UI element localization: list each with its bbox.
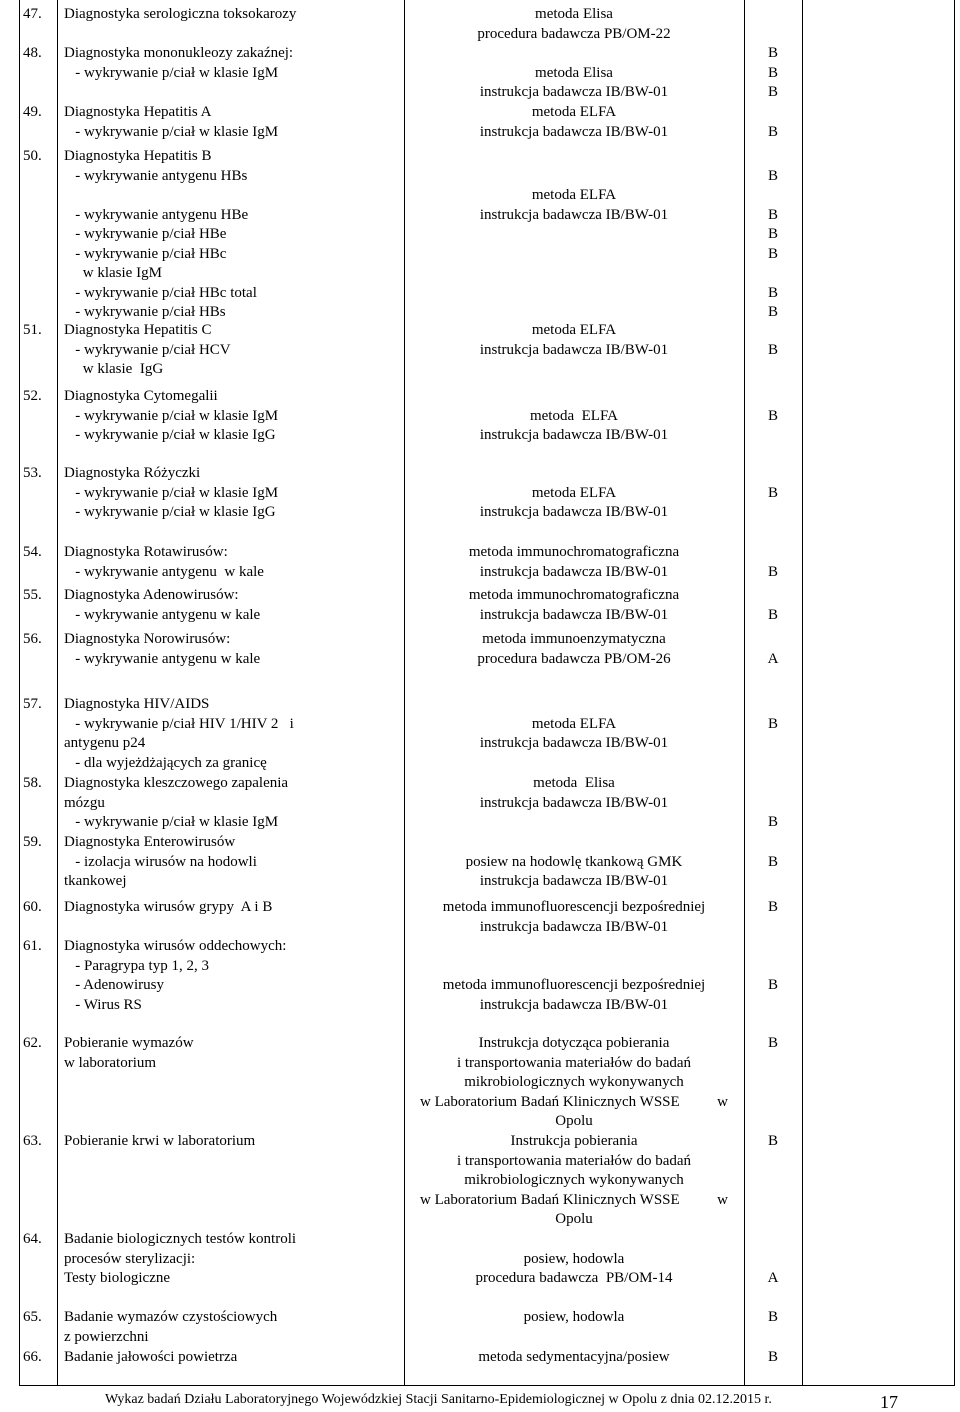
test-description-line: Badanie jałowości powietrza: [64, 1349, 238, 1365]
test-method-line: metoda immunofluorescencji bezpośredniej: [442, 899, 706, 915]
row-number: 51.: [23, 322, 42, 338]
accreditation-group: [746, 321, 800, 360]
test-method-line: [404, 1230, 744, 1250]
test-method-line: [404, 937, 744, 957]
test-method: [404, 937, 744, 1015]
row-number: 52.: [23, 388, 42, 404]
accreditation-group-line: B: [767, 44, 778, 61]
test-method-line: posiew na hodowlę tkankową GMK: [465, 853, 683, 870]
test-method-line: [404, 464, 744, 484]
test-description-line: - Wirus RS: [64, 996, 142, 1013]
test-description: [64, 5, 404, 25]
test-description-line: - wykrywanie p/ciał HBc total: [64, 284, 257, 301]
accreditation-group-line: B: [767, 899, 778, 915]
row-number: 47.: [23, 6, 42, 22]
test-description-line: antygenu p24: [64, 735, 146, 751]
accreditation-group: [746, 44, 800, 103]
test-method-line: metoda immunoenzymatyczna: [482, 631, 666, 647]
accreditation-group-line: [746, 957, 800, 977]
test-method-line: posiew, hodowla: [523, 1250, 625, 1267]
test-description-line: tkankowej: [64, 873, 127, 889]
test-method-line: [404, 44, 744, 64]
row-number: 62.: [23, 1035, 42, 1051]
accreditation-group: [746, 695, 800, 734]
accreditation-group: [746, 147, 800, 323]
test-method-line: metoda immunochromatograficzna: [468, 544, 680, 560]
accreditation-group-line: [746, 464, 800, 484]
accreditation-group-line: B: [767, 484, 778, 501]
test-description-line: - wykrywanie p/ciał w klasie IgG: [64, 427, 276, 443]
test-method: [404, 44, 744, 103]
test-description: [64, 103, 404, 142]
footer-text: Wykaz badań Działu Laboratoryjnego Wojewódzkiej Stacji Sanitarno-Epidemiologicznej w Opolu z dnia 02.12.2015 r.: [105, 1392, 772, 1407]
test-method-line: procedura badawcza PB/OM-14: [475, 1270, 673, 1286]
test-method-line: metoda ELFA: [531, 187, 617, 203]
row-number: 54.: [23, 544, 42, 560]
test-description: [64, 1230, 404, 1289]
test-description: [64, 44, 404, 83]
test-description: [64, 898, 404, 918]
test-description-line: Diagnostyka kleszczowego zapalenia: [64, 775, 289, 791]
test-method-line: metoda Elisa: [535, 6, 613, 22]
accreditation-group: [746, 774, 800, 833]
row-number: 58.: [23, 775, 42, 791]
test-method-line: w Laboratorium Badań Klinicznych WSSE w: [420, 1191, 728, 1208]
test-method-line: instrukcja badawcza IB/BW-01: [479, 206, 669, 223]
accreditation-group-line: B: [767, 407, 778, 424]
test-method: [404, 833, 744, 892]
accreditation-group-line: B: [767, 853, 778, 870]
test-method-line: instrukcja badawcza IB/BW-01: [479, 341, 669, 358]
test-method-line: instrukcja badawcza IB/BW-01: [479, 794, 669, 811]
accreditation-group-line: [746, 794, 800, 814]
test-description-line: - Paragrypa typ 1, 2, 3: [64, 957, 209, 974]
test-description-line: - wykrywanie p/ciał HIV 1/HIV 2 i: [64, 715, 294, 732]
accreditation-group-line: B: [767, 206, 778, 223]
row-number: 59.: [23, 834, 42, 850]
test-method-line: i transportowania materiałów do badań: [456, 1054, 692, 1071]
accreditation-group: [746, 1230, 800, 1289]
test-method-line: i transportowania materiałów do badań: [456, 1152, 692, 1169]
accreditation-group-line: B: [767, 1035, 778, 1051]
test-method-line: metoda immunofluorescencji bezpośredniej: [442, 977, 706, 993]
test-method: [404, 387, 744, 446]
test-method-line: instrukcja badawcza IB/BW-01: [479, 606, 669, 623]
test-description: [64, 1132, 404, 1152]
test-description: [64, 543, 404, 582]
accreditation-group-line: B: [767, 64, 778, 81]
test-description-line: Testy biologiczne: [64, 1270, 171, 1286]
accreditation-group-line: [746, 321, 800, 341]
test-method-line: metoda immunochromatograficzna: [468, 587, 680, 603]
accreditation-group-line: [746, 103, 800, 123]
test-method-line: w Laboratorium Badań Klinicznych WSSE w: [420, 1093, 728, 1110]
test-method: [404, 5, 744, 44]
test-method-line: metoda ELFA: [531, 484, 617, 501]
accreditation-group-line: B: [767, 341, 778, 358]
accreditation-group-line: A: [767, 1270, 779, 1286]
test-method: [404, 1230, 744, 1289]
test-description-line: Diagnostyka Hepatitis B: [64, 148, 212, 164]
test-description-line: - wykrywanie p/ciał w klasie IgG: [64, 504, 276, 520]
accreditation-group: [746, 586, 800, 625]
test-description: [64, 630, 404, 669]
accreditation-group-line: B: [767, 814, 778, 830]
test-description-line: - izolacja wirusów na hodowli: [64, 853, 257, 870]
accreditation-group-line: B: [767, 167, 778, 184]
test-method-line: metoda ELFA: [531, 104, 617, 120]
test-method-line: procedura badawcza PB/OM-22: [477, 25, 671, 42]
accreditation-group-line: [746, 1250, 800, 1270]
test-method-line: [404, 695, 744, 715]
method-column-divider: [744, 0, 745, 1385]
test-description-line: Diagnostyka Cytomegalii: [64, 388, 218, 404]
test-method-line: instrukcja badawcza IB/BW-01: [479, 427, 669, 443]
test-method: [404, 1132, 744, 1230]
test-method-line: instrukcja badawcza IB/BW-01: [479, 996, 669, 1013]
test-description-line: - wykrywanie p/ciał HCV: [64, 341, 231, 358]
test-description-line: Diagnostyka Enterowirusów: [64, 834, 236, 850]
test-description: [64, 147, 404, 323]
test-description: [64, 387, 404, 446]
test-description-line: w klasie IgG: [64, 361, 164, 377]
number-column-divider: [57, 0, 58, 1385]
test-description-line: - wykrywanie antygenu w kale: [64, 606, 261, 623]
test-description-line: Diagnostyka Hepatitis C: [64, 322, 212, 338]
row-number: 65.: [23, 1309, 42, 1325]
row-number: 53.: [23, 465, 42, 481]
test-description-line: - wykrywanie p/ciał w klasie IgM: [64, 64, 279, 81]
test-description-line: - Adenowirusy: [64, 977, 164, 993]
accreditation-group-line: [746, 833, 800, 853]
accreditation-group-line: [746, 774, 800, 794]
test-description-line: Diagnostyka mononukleozy zakaźnej:: [64, 45, 294, 61]
accreditation-group-line: [746, 695, 800, 715]
accreditation-group: [746, 1034, 800, 1054]
test-description: [64, 321, 404, 380]
test-method-line: [404, 167, 744, 187]
accreditation-group-line: B: [767, 284, 778, 301]
test-description-line: - dla wyjeżdżających za granicę: [64, 754, 267, 771]
row-number: 56.: [23, 631, 42, 647]
test-method: [404, 898, 744, 937]
table-left-border: [19, 0, 20, 1385]
test-method: [404, 464, 744, 523]
test-description-line: Diagnostyka Różyczki: [64, 465, 201, 481]
accreditation-group-line: [746, 147, 800, 167]
test-description-line: w klasie IgM: [64, 265, 162, 281]
test-description-line: - wykrywanie p/ciał w klasie IgM: [64, 123, 279, 140]
table-right-border: [954, 0, 955, 1385]
test-description: [64, 1308, 404, 1347]
test-description-line: - wykrywanie p/ciał HBe: [64, 226, 227, 242]
table-bottom-border: [19, 1385, 955, 1386]
test-description-line: Diagnostyka Norowirusów:: [64, 631, 231, 647]
accreditation-group: [746, 387, 800, 426]
test-method-line: instrukcja badawcza IB/BW-01: [479, 504, 669, 520]
test-description-line: - wykrywanie p/ciał HBc: [64, 245, 227, 262]
test-description-line: Diagnostyka Adenowirusów:: [64, 587, 239, 603]
test-description-line: - wykrywanie antygenu HBs: [64, 167, 248, 184]
group-column-divider: [802, 0, 803, 1385]
test-method-line: Opolu: [555, 1211, 593, 1227]
accreditation-group: [746, 464, 800, 503]
test-method-line: [404, 833, 744, 853]
test-method: [404, 147, 744, 225]
test-description-line: - wykrywanie antygenu w kale: [64, 650, 261, 667]
test-description-line: - wykrywanie antygenu w kale: [64, 563, 264, 580]
test-method: [404, 774, 744, 813]
accreditation-group-line: B: [767, 123, 778, 140]
test-description-line: - wykrywanie p/ciał w klasie IgM: [64, 814, 279, 830]
accreditation-group-line: [746, 24, 800, 44]
test-method-line: [404, 957, 744, 977]
accreditation-group-line: [746, 387, 800, 407]
test-description-line: - wykrywanie antygenu HBe: [64, 206, 249, 223]
test-method-line: instrukcja badawcza IB/BW-01: [479, 873, 669, 889]
test-method-line: metoda Elisa: [533, 775, 615, 791]
test-description-line: Diagnostyka wirusów oddechowych:: [64, 938, 287, 954]
test-description-line: Diagnostyka serologiczna toksokarozy: [64, 6, 297, 22]
test-description-line: [64, 186, 404, 206]
row-number: 64.: [23, 1231, 42, 1247]
accreditation-group-line: B: [767, 1133, 778, 1149]
test-description-line: Badanie biologicznych testów kontroli: [64, 1231, 297, 1247]
test-method-line: [404, 387, 744, 407]
accreditation-group: [746, 937, 800, 996]
accreditation-group-line: B: [767, 1309, 778, 1325]
test-description-line: - wykrywanie p/ciał w klasie IgM: [64, 407, 279, 424]
accreditation-group-line: [746, 630, 800, 650]
test-method: [404, 695, 744, 754]
test-method: [404, 103, 744, 142]
test-method: [404, 586, 744, 625]
accreditation-group-line: A: [767, 650, 779, 667]
row-number: 63.: [23, 1133, 42, 1149]
test-description-line: Diagnostyka Rotawirusów:: [64, 544, 228, 560]
accreditation-group: [746, 898, 800, 918]
accreditation-group-line: B: [767, 226, 778, 242]
row-number: 61.: [23, 938, 42, 954]
test-description-line: Diagnostyka Hepatitis A: [64, 104, 212, 120]
test-description-line: procesów sterylizacji:: [64, 1250, 196, 1267]
accreditation-group-line: [746, 937, 800, 957]
test-method: [404, 1348, 744, 1368]
test-description-line: Diagnostyka HIV/AIDS: [64, 696, 210, 712]
test-method-line: instrukcja badawcza IB/BW-01: [479, 563, 669, 580]
page-number: 17: [880, 1392, 898, 1412]
row-number: 57.: [23, 696, 42, 712]
test-method-line: Instrukcja dotycząca pobierania: [478, 1035, 670, 1051]
accreditation-group-line: B: [767, 84, 778, 100]
test-method-line: instrukcja badawcza IB/BW-01: [479, 918, 669, 935]
accreditation-group-line: [746, 44, 800, 64]
accreditation-group: [746, 833, 800, 872]
row-number: 48.: [23, 45, 42, 61]
test-description-line: Pobieranie krwi w laboratorium: [64, 1133, 256, 1149]
test-method-line: metoda sedymentacyjna/posiew: [478, 1349, 670, 1365]
test-method-line: metoda ELFA: [529, 407, 619, 424]
test-method-line: [404, 147, 744, 167]
accreditation-group-line: B: [767, 304, 778, 320]
test-method: [404, 630, 744, 669]
accreditation-group-line: B: [767, 563, 778, 580]
row-number: 55.: [23, 587, 42, 603]
test-method-line: posiew, hodowla: [523, 1309, 625, 1325]
test-description: [64, 774, 404, 833]
test-description: [64, 1034, 404, 1073]
test-description-line: Diagnostyka wirusów grypy A i B: [64, 899, 273, 915]
accreditation-group: [746, 103, 800, 142]
test-method-line: mikrobiologicznych wykonywanych: [464, 1172, 684, 1188]
accreditation-group: [746, 630, 800, 669]
test-description: [64, 1348, 404, 1368]
row-number: 49.: [23, 104, 42, 120]
test-description: [64, 464, 404, 523]
test-description-line: mózgu: [64, 794, 105, 811]
accreditation-group-line: B: [767, 977, 778, 993]
accreditation-group: [746, 1132, 800, 1152]
test-description: [64, 833, 404, 892]
test-description-line: z powierzchni: [64, 1328, 149, 1345]
test-method-line: mikrobiologicznych wykonywanych: [464, 1074, 684, 1090]
test-description-line: Pobieranie wymazów: [64, 1035, 194, 1051]
test-method: [404, 1034, 744, 1132]
row-number: 50.: [23, 148, 42, 164]
test-description-line: w laboratorium: [64, 1054, 157, 1071]
accreditation-group-line: B: [767, 1349, 778, 1365]
test-method-line: metoda Elisa: [535, 64, 613, 81]
test-description: [64, 586, 404, 625]
accreditation-group: [746, 543, 800, 582]
accreditation-group-line: B: [767, 245, 778, 262]
test-description-line: Badanie wymazów czystościowych: [64, 1309, 278, 1325]
test-method-line: Instrukcja pobierania: [510, 1133, 638, 1149]
test-method-line: Opolu: [555, 1113, 593, 1129]
accreditation-group-line: B: [767, 606, 778, 623]
test-method-line: instrukcja badawcza IB/BW-01: [479, 735, 669, 751]
accreditation-group: [746, 1308, 800, 1328]
page-footer: [0, 1391, 960, 1411]
row-number: 66.: [23, 1349, 42, 1365]
test-description-line: - wykrywanie p/ciał HBs: [64, 304, 226, 320]
test-method-line: instrukcja badawcza IB/BW-01: [479, 123, 669, 140]
test-description: [64, 937, 404, 1015]
test-method: [404, 1308, 744, 1328]
accreditation-group-line: [746, 543, 800, 563]
accreditation-group-line: [746, 186, 800, 206]
accreditation-group-line: [746, 264, 800, 284]
test-description-line: - wykrywanie p/ciał w klasie IgM: [64, 484, 279, 501]
test-method: [404, 321, 744, 360]
test-method-line: instrukcja badawcza IB/BW-01: [479, 84, 669, 100]
test-method-line: procedura badawcza PB/OM-26: [477, 650, 671, 667]
test-method-line: metoda ELFA: [531, 715, 617, 732]
test-method: [404, 543, 744, 582]
test-description: [64, 695, 404, 773]
test-method-line: metoda ELFA: [531, 322, 617, 338]
accreditation-group-line: B: [767, 715, 778, 732]
row-number: 60.: [23, 899, 42, 915]
accreditation-group-line: [746, 1230, 800, 1250]
accreditation-group: [746, 1348, 800, 1368]
accreditation-group-line: [746, 586, 800, 606]
